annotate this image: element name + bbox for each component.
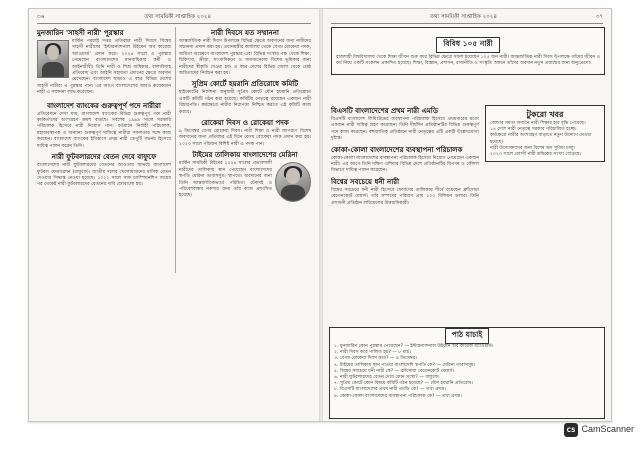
football-body: বাংলাদেশের নারী ফুটবলারদের বেতনের আওতায় আনছে বাংলাদেশ ফুটবল ফেডারেশন (বাফুফে)। জাতীয় দলের খেলোয়াড়দের মাসিক বেতন দেওয়ার সিদ্ধান্ত নেওয়া হয়েছে। ২০২২ সালে সাফ চ্যাম্পিয়নশিপ জয়ের পর থেকেই নারী ফুটবলারদের বেতনের দাবি জোরালো হয়। [37,163,171,188]
news-item: জেন্ডার সমতা অর্জনে নারী শিক্ষার হার বৃদ্ধি পেয়েছে। [490,121,586,126]
left-running-title: তথ্য সাময়িকী সাপ্তাহিক ২০২৪ [144,14,212,20]
feature-body: মার্কিন পররাষ্ট্র দপ্তর প্রতিবছর নারী দিবসে বিশ্বের সাহসী নারীদের 'ইন্টারন্যাশনাল উইমেন অব কারেজ অ্যাওয়ার্ড' প্রদান করে। ২০২৪ সালে এ পুরস্কার পেয়েছেন বাংলাদেশের মানবাধিকার কর্মী ও আইনজীবী। তিনি নারী ও শিশু অধিকার, বাল্যবিবাহ প্রতিরোধ এবং আইনি সহায়তা প্রদানের ক্ষেত্রে অবদান রেখেছেন। বাংলাদেশ ছাড়াও এ বছর বিভিন্ন দেশের সাহসী নারীরা এ পুরস্কার পান। এর আগে বাংলাদেশের আরও কয়েকজন নারী এ সম্মাননা লাভ করেছেন। [37,39,171,96]
quiz-item: ৬. নারী ফুটবলারদের বেতন দেবে কোন সংস্থা? — বাফুফে। [334,375,440,381]
rokeya-title: রোকেয়া দিবস ও রোকেয়া পদক [201,119,289,128]
right-running-title: তথ্য সাময়িকী সাপ্তাহিক ২০২৪ [429,14,497,20]
news-item: কর্মক্ষেত্রে নারীর অংশগ্রহণ বাড়াতে নতুন উদ্যোগ নেওয়া হয়েছে। [490,133,592,145]
richest-title: বিশ্বের সবচেয়ে ধনী নারী [331,177,400,186]
news-title: টুকরো খবর [526,110,564,119]
quiz-item: ৯. কোকা-কোলা বাংলাদেশের ব্যবস্থাপনা পরিচালক কে? — তথ্য প্রদত্ত। [334,393,462,399]
left-col-2 [179,27,311,203]
top-box-body: রাজশাহী বিশ্ববিদ্যালয় থেকে শিক্ষা জীবন শুরু করে বিভিন্ন ক্ষেত্রে সফল হয়েছেন ১০৫ জন নারী। আন্তর্জাতিক নারী দিবস উপলক্ষে তাঁদের জীবন ও কর্ম নিয়ে একটি সংকলন প্রকাশিত হয়েছে। শিক্ষা, বিজ্ঞান, প্রশাসন, রাজনীতি ও সংস্কৃতি অঙ্গনে তাঁদের অবদান নতুন প্রজন্মের জন্য অনুপ্রেরণা। [336,55,600,67]
rokeya-body: ৯ ডিসেম্বর বেগম রোকেয়া দিবস। নারী শিক্ষা ও নারী জাগরণে বিশেষ অবদানের জন্য প্রতিবছর এই দিনে বেগম রোকেয়া পদক প্রদান করা হয়। ২০২৩ সালে পাঁচজন বিশিষ্ট নারী এ পদক পান। [179,129,311,147]
news-box [485,105,605,162]
left-running-head [37,13,311,24]
right-col-1 [331,105,479,210]
feature-title: মুনজারিন 'সাহসী নারী' পুরস্কার [37,29,124,37]
first-woman-title: বিএসটি বাংলাদেশের প্রথম নারী এমডি [331,107,438,115]
quiz-item: ২. নারী দিবস কবে পালিত হয়? — ৮ মার্চ। [334,350,411,356]
quiz-item: ৫. বিশ্বের সবচেয়ে ধনী নারী কে? — ফ্রাঁসোয়া বেতেনকোর্ট মেয়ার্স। [334,368,454,374]
first-woman-body: বিএসটি বাংলাদেশ লিমিটেডের ব্যবস্থাপনা পরিচালক হিসেবে প্রথমবারের মতো একজন নারী দায়িত্ব গ্রহণ করেছেন। তিনি দীর্ঘদিন প্রতিষ্ঠানটির বিভিন্ন গুরুত্বপূর্ণ পদে কাজ করেছেন। বহুজাতিক প্রতিষ্ঠানে নারী নেতৃত্বের এটি একটি উল্লেখযোগ্য দৃষ্টান্ত। [331,117,479,142]
column-rule [175,27,176,273]
women-day-title: নারী দিবসে যত সম্মাননা [211,29,279,37]
marina-photo [275,162,311,202]
times-body: মার্কিন সাময়িকী টাইমের ২০২৪ সালের প্রভাবশালী নারীদের তালিকায় স্থান পেয়েছেন বাংলাদেশের স্থপতি মেরিনা তাবাসসুম। স্থাপত্যে অবদানের জন্য তিনি আন্তর্জাতিকভাবে পরিচিত। টেকসই ও পরিবেশবান্ধব নকশার জন্য তাঁর কাজ প্রশংসিত হয়েছে। [179,161,272,199]
richest-body: বিশ্বের সবচেয়ে ধনী নারী হিসেবে ফোর্বসের তালিকায় শীর্ষে রয়েছেন ফ্রাঁসোয়া বেতেনকোর্ট মেয়ার্স। তাঁর সম্পদের পরিমাণ প্রায় ১০০ বিলিয়ন ডলার। তিনি প্রসাধনী প্রতিষ্ঠান লরিয়েলের উত্তরাধিকারী। [331,187,479,206]
quiz-item: ৭. সুপ্রিম কোর্টে কোন বিষয়ে কমিটি গঠন হয়েছে? — যৌন হয়রানি প্রতিরোধ। [334,381,474,387]
quiz-item: ৪. টাইমের তালিকায় স্থান পাওয়া বাংলাদেশি স্থপতি কে? — মেরিনা তাবাসসুম। [334,362,476,368]
left-col-1 [37,27,171,192]
quiz-title: পাঠ যাচাই [445,328,490,344]
top-box-title: বিবিধ ১০৫ নারী [436,37,500,53]
left-page-number: ৩৬ [37,14,45,20]
court-body: হাইকোর্টের নির্দেশনা অনুযায়ী সুপ্রিম কোর্টে যৌন হয়রানি প্রতিরোধে একটি কমিটি গঠন করা হয়েছে। কমিটির নেতৃত্বে রয়েছেন একজন নারী বিচারপতি। কর্মক্ষেত্রে নারীর নিরাপত্তা নিশ্চিত করতে এই কমিটি কাজ করবে। [179,90,311,115]
portrait-photo [37,40,69,78]
times-title: টাইমের তালিকায় বাংলাদেশের মেরিনা [192,151,298,160]
magazine-spread [28,8,612,422]
quiz-box [329,327,605,419]
news-item: নারী উদ্যোক্তাদের জন্য বিশেষ ঋণ সুবিধা চালু। [490,145,576,151]
coca-cola-body: কোকা-কোলা বাংলাদেশের ব্যবস্থাপনা পরিচালক হিসেবে নিয়োগ পেয়েছেন একজন নারী। এর আগে তিনি দক্ষিণ এশিয়ার বিভিন্ন দেশে প্রতিষ্ঠানটির বিপণন ও কৌশল বিভাগে দায়িত্ব পালন করেছেন। [331,155,479,174]
court-title: সুপ্রিম কোর্টে হয়রানি প্রতিরোধে কমিটি [191,80,299,89]
football-title: নারী ফুটবলারদের বেতন দেবে বাফুফে [51,153,157,162]
top-info-box [331,27,605,75]
left-page [29,9,319,421]
camscanner-logo-icon: CS [564,423,578,437]
right-page-number: ৩৭ [595,14,603,20]
right-running-head [331,13,603,24]
news-item: ২০২৩ সালে প্রবাসী নারী শ্রমিকের সংখ্যা বেড়েছে। [490,152,582,158]
news-item: ১৪ দেশে নারী নেতৃত্বে সরকার পরিচালিত হচ্ছে। [490,127,577,133]
coca-cola-title: কোকা-কোলা বাংলাদেশের ব্যবস্থাপনা পরিচালক [331,145,463,154]
quiz-item: ৮. বিএসটি বাংলাদেশের প্রথম নারী এমডি কে? — তথ্য প্রদত্ত। [334,387,447,393]
bank-title: বাংলাদেশ ব্যাংকের গুরুত্বপূর্ণ পদে নারীরা [47,101,161,110]
women-day-body: আন্তর্জাতিক নারী দিবস উপলক্ষে বিভিন্ন ক্ষেত্রে অবদানের জন্য নারীদের সম্মাননা প্রদান করা হয়। প্রধানমন্ত্রীর কার্যালয় থেকে বেগম রোকেয়া পদক, জয়িতা অন্বেষণে বাংলাদেশ পুরস্কার এবং বিভিন্ন সংস্থার পক্ষ থেকে শিক্ষা, চিকিৎসা, ক্রীড়া, সাংবাদিকতা ও সমাজসেবায় বিশেষ ভূমিকার জন্য নারীদের স্বীকৃতি দেওয়া হয়। এ বছর দেশের বিভিন্ন জেলা থেকে শ্রেষ্ঠ জয়িতাদের নির্বাচন করা হয়। [179,39,311,77]
bank-body: প্রতিবেদনে দেখা যায়, বাংলাদেশ ব্যাংকের বিভিন্ন গুরুত্বপূর্ণ পদে নারী কর্মকর্তাদের অংশগ্রহণ ক্রমশ বাড়ছে। সর্বশেষ ১৯৯৯ সালে সরকারি পরিচালক হিসেবে নারী নিয়োগ পান। বর্তমানে নির্বাহী পরিচালক, মহাব্যবস্থাপক ও অন্যান্য গুরুত্বপূর্ণ দায়িত্বে নারীরা সফলতার সঙ্গে কাজ করছেন। বাংলাদেশ ব্যাংকের ইতিহাসে প্রথম নারী ডেপুটি গভর্নর হিসেবে দায়িত্ব পালন করেন তিনি। [37,111,171,149]
quiz-item: ১. মুনজারিন কোন পুরস্কার পেয়েছেন? — ইন্টারন্যাশনাল উইমেন অব কারেজ অ্যাওয়ার্ড। [334,344,494,349]
quiz-item: ৩. বেগম রোকেয়া দিবস কবে? — ৯ ডিসেম্বর। [334,356,417,362]
camscanner-label: CamScanner [581,424,634,434]
